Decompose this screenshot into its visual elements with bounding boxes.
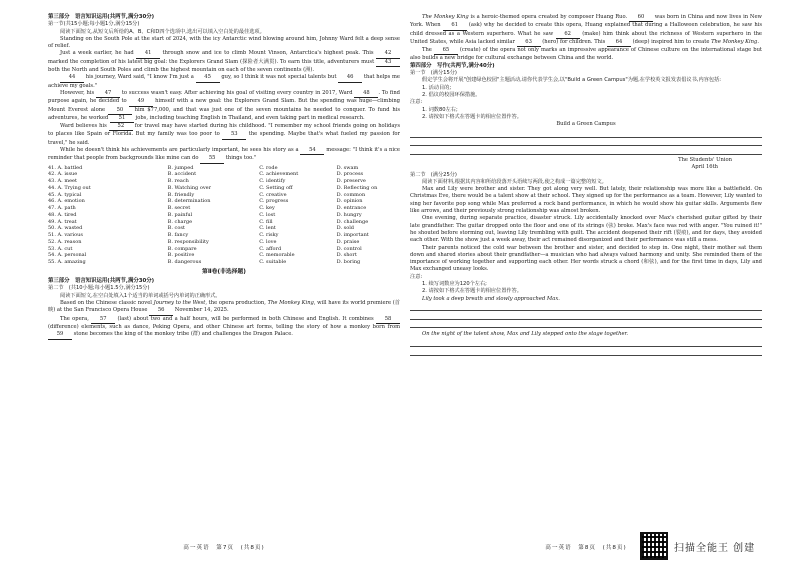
passage-paragraph <box>48 50 400 74</box>
task-point: 2. 倡议的校园环保措施。 <box>422 91 481 98</box>
passage-text: for travel may have started during his childhood. "I remember my school friends going on holidays to places like Spain or Florida. But my family was too poor to <box>48 123 401 138</box>
answer-line <box>410 320 762 329</box>
answer-line <box>410 347 762 356</box>
option-choice: C. memorable <box>259 252 295 259</box>
note-label: 注意: <box>410 273 423 280</box>
blank-46: 46 <box>338 74 362 82</box>
grammar-fill-passage <box>48 300 400 339</box>
answer-line <box>410 129 762 138</box>
passage-text: both the North and South Poles and climb the highest mountain on each of the seven continents (洲). <box>48 67 315 74</box>
option-number-a: 47. A. path <box>48 205 76 212</box>
option-choice: B. secret <box>167 205 191 212</box>
instructions: 阅读下面短文,从短文后所给的A、B、C和D四个选项中,选出可以填入空白处的最佳选项。 <box>60 28 265 35</box>
option-choice: B. accident <box>167 171 197 178</box>
option-choice: D. praise <box>336 238 360 245</box>
options-grid <box>48 165 400 266</box>
option-choice: D. sold <box>336 225 355 232</box>
passage-text: stone becomes the king of the monkey tribe (群) and challenges the Dragon Palace. <box>72 331 293 338</box>
option-choice: B. determination <box>167 198 211 205</box>
passage-text: (deep) inspired him to create <box>630 38 712 45</box>
passage-text: jobs, including teaching English in Thailand, and even taking part in medical research. <box>133 114 365 121</box>
option-number-a: 42. A. issue <box>48 171 78 178</box>
passage-text: November 14, 2025. <box>173 307 229 314</box>
scanner-label: 扫描全能王 创建 <box>674 542 756 554</box>
cloze-passage <box>48 36 400 164</box>
option-choice: D. common <box>336 191 366 198</box>
subsection-heading: 第一节 (满分15分) <box>410 70 457 77</box>
passage-text: was born in China and now lives in New York. When <box>410 14 762 29</box>
option-choice: C. lent <box>259 225 276 232</box>
note-item: 2. 请按如下格式在答题卡的相应位置作答。 <box>422 113 522 120</box>
option-number-a: 53. A. cut <box>48 245 73 252</box>
option-number-a: 52. A. reason <box>48 238 82 245</box>
option-number-a: 51. A. various <box>48 232 83 239</box>
option-choice: B. responsibility <box>167 238 209 245</box>
writing-task-2: 阅读下面材料,根据其内容和所给段落开头语续写两段,使之构成一篇完整的短文。 <box>422 178 607 185</box>
option-choice: D. short <box>336 252 357 259</box>
option-choice: C. fill <box>259 218 273 225</box>
passage-text: The opera, <box>60 315 92 322</box>
option-number-a: 41. A. battled <box>48 164 83 171</box>
passage-text: (ask) why he decided to create this opera, Huang explained that during a Halloween celebration, he saw his child dressed as a Western superhero. What he saw <box>410 22 762 37</box>
note-label: 注意: <box>410 99 423 106</box>
option-choice: B. fancy <box>167 232 189 239</box>
option-number-a: 49. A. treat <box>48 218 77 225</box>
qr-code <box>640 532 668 560</box>
signature-date: April 16th <box>691 164 718 171</box>
passage-text: to success wasn't easy. After achieving his goal of visiting every country in 2017, Ward <box>120 89 355 96</box>
passage-text: is a heroic-themed opera created by composer Huang Ruo. <box>468 14 629 20</box>
italic-title: Journey to the West <box>153 300 206 307</box>
option-choice: C. lost <box>259 211 276 218</box>
answer-line <box>410 303 762 312</box>
writing-task-1: 假定学生会将开展"创建绿色校园"主题活动,请你代表学生会,以"Build a Green Campus"为题,在学校英文报发表倡议书,内容包括: <box>422 77 721 84</box>
option-choice: B. compare <box>167 245 197 252</box>
passage-text: (hero) for children. This <box>540 38 607 45</box>
passage-text: him $77,000, and that was just one of the seven mountains he needed to conquer. To fund his adventures, he worked <box>48 106 400 121</box>
option-choice: D. Reflecting on <box>336 184 378 191</box>
option-choice: C. creative <box>259 191 287 198</box>
option-number-a: 55. A. amazing <box>48 259 86 266</box>
option-choice: B. dangerous <box>167 259 202 266</box>
option-number-a: 44. A. Trying out <box>48 184 91 191</box>
passage-paragraph <box>48 123 400 147</box>
subsection-heading: 第二节 (共10小题;每小题1.5分,满分15分) <box>48 285 150 292</box>
left-page <box>48 14 401 551</box>
note-item: 1. 词数80左右; <box>422 106 458 113</box>
blank-43: 43 <box>376 59 400 67</box>
story-paragraph: Their parents noticed the cold war between the brother and sister, and decided to step in. One night, their mother sat them down and shared stories about their grandfather—a musician who had always valued harmony and unity. She reminded them of the importance of working together and supporting each other. Her words struck a chord (和弦), and for the first time in days, Lily and Max exchanged uneasy looks. <box>410 244 762 273</box>
passage-text: Standing on the South Pole at the start of 2024, with the icy Antarctic wind blowing around him, Johnny Ward felt a deep sense of relief. <box>48 35 400 50</box>
answer-lines <box>410 129 762 155</box>
option-number-a: 46. A. emotion <box>48 198 85 205</box>
blank-60: 60 <box>629 14 653 22</box>
passage-text: himself with a new goal: the Explorers Grand Slam. But the spending was huge—climbing Mount Everest alone <box>48 98 400 113</box>
grammar-fill-passage-continued <box>410 14 762 63</box>
passage-text: (create) of the opera not only marks an impressive appearance of Chinese culture on the international stage but also builds a new bridge for cultural exchange between China and the world. <box>410 47 762 62</box>
answer-line <box>410 146 762 155</box>
passage-text: through snow and ice to climb Mount Vinson, Antarctica's highest peak. This <box>160 50 376 57</box>
option-choice: C. suitable <box>259 259 287 266</box>
option-choice: C. identify <box>259 178 286 185</box>
passage-text: things too." <box>224 155 257 162</box>
option-choice: D. swam <box>336 164 359 171</box>
option-choice: C. key <box>259 205 275 212</box>
blank-64: 64 <box>607 39 631 47</box>
continuation-prompt-2: On the night of the talent show, Max and Lily stepped onto the stage together. <box>422 331 629 338</box>
option-number-a: 54. A. personal <box>48 252 87 259</box>
option-choice: D. process <box>336 171 364 178</box>
passage-paragraph <box>410 14 762 47</box>
passage-text: Ward believes his <box>60 123 109 130</box>
option-number-a: 50. A. wasted <box>48 225 83 232</box>
passage-text: message: "I think it's a nice reminder that people from backgrounds like mine can do <box>48 147 400 162</box>
blank-58: 58 <box>376 316 400 324</box>
option-choice: B. jumped <box>167 164 194 171</box>
passage-paragraph <box>48 147 400 164</box>
option-choice: B. painful <box>167 211 193 218</box>
note-item: 2. 请按如下格式在答题卡的相应位置作答。 <box>422 288 522 295</box>
blank-47: 47 <box>96 90 120 98</box>
task-point: 1. 活动目的; <box>422 84 452 91</box>
passage-text: the spending. Maybe that's what fueled my passion for travel," he said. <box>48 131 400 146</box>
option-choice: D. preserve <box>336 178 366 185</box>
option-choice: D. important <box>336 232 369 239</box>
italic-title: The Monkey King <box>422 14 469 20</box>
page-footer: 高一英语 第7页 (共8页) <box>183 544 265 551</box>
option-choice: C. progress <box>259 198 289 205</box>
subsection-heading: 第二节 (满分25分) <box>410 171 457 178</box>
passage-text: . <box>757 38 760 45</box>
blank-45: 45 <box>196 74 220 82</box>
blank-44: 44 <box>60 74 84 82</box>
option-choice: B. friendly <box>167 191 195 198</box>
subsection-heading: 第一节(共15小题;每小题1分,满分15分) <box>48 21 140 28</box>
blank-65: 65 <box>434 47 458 55</box>
passage-text: , will have its world premiere (首映) at the San Francisco Opera House <box>48 300 400 314</box>
passage-text: While he doesn't think his achievements are particularly important, he sees his story as a <box>60 147 301 154</box>
passage-paragraph <box>410 47 762 63</box>
passage-text: Just a week earlier, he had <box>60 50 137 57</box>
option-number-a: 48. A. tired <box>48 211 77 218</box>
blank-48: 48 <box>354 90 378 98</box>
option-number-a: 45. A. typical <box>48 191 82 198</box>
option-choice: B. reach <box>167 178 189 185</box>
option-choice: D. opinion <box>336 198 363 205</box>
blank-59: 59 <box>48 331 72 339</box>
passage-text: (make) him think about the richness of Western superhero in the United States, while Asia lacked similar <box>410 30 762 45</box>
option-choice: D. entrance <box>336 205 367 212</box>
blank-61: 61 <box>443 22 467 30</box>
passage-paragraph <box>48 90 400 123</box>
passage-text: However, his <box>60 89 97 96</box>
passage-text: guy, so I think it was not special talents but <box>219 74 339 81</box>
option-choice: B. positive <box>167 252 195 259</box>
blank-51: 51 <box>110 115 134 123</box>
blank-50: 50 <box>108 107 132 115</box>
signature-org: The Students' Union <box>678 156 732 163</box>
option-choice: D. control <box>336 245 362 252</box>
passage-text: The <box>422 47 434 54</box>
scanner-watermark <box>640 532 755 560</box>
option-choice: C. risky <box>259 232 279 239</box>
option-choice: D. challenge <box>336 218 369 225</box>
passage-text: (difference) elements, such as dance, Peking Opera, and other Chinese art forms, telling the story of how a monkey born from <box>48 323 400 330</box>
passage-paragraph <box>48 300 400 316</box>
letter-title: Build a Green Campus <box>556 121 616 128</box>
story-paragraph: One evening, during separate practice, disaster struck. Lily accidentally knocked over Max's cherished guitar gifted by their late grandfather. The guitar dropped onto the floor and one of its strings (弦) broke. Max's face was red with anger. "You ruined it!" he shouted before storming out, leaving Lily trembling with guilt. The accident deepened their rift (裂痕), and for days, they avoided each other. With the show just a week away, their act remained disorganized and their performance was still a mess. <box>410 215 762 244</box>
blank-56: 56 <box>149 307 173 315</box>
italic-title: The Monkey King <box>711 38 758 45</box>
blank-49: 49 <box>129 98 153 106</box>
passage-paragraph <box>48 316 400 340</box>
section-heading: 第三部分 语言知识运用(共两节,满分30分) <box>48 278 155 285</box>
passage-text: that helps me achieve my goals." <box>48 74 400 89</box>
option-choice: D. boring <box>336 259 361 266</box>
passage-paragraph <box>48 36 400 51</box>
blank-54: 54 <box>300 147 324 155</box>
section-heading: 第三部分 语言知识运用(共两节,满分30分) <box>48 14 155 20</box>
passage-text: marked the completion of his latest big goal: the Explorers Grand Slam (探险者大满贯). To earn this title, adventurers must <box>48 58 376 65</box>
option-choice: B. charge <box>167 218 193 225</box>
passage-paragraph <box>48 74 400 90</box>
blank-55: 55 <box>200 155 224 163</box>
section-heading: 第四部分 写作(共两节,满分40分) <box>410 62 495 69</box>
blank-42: 42 <box>376 50 400 58</box>
answer-line <box>410 138 762 147</box>
italic-title: The Monkey King <box>267 300 314 307</box>
option-choice: C. rode <box>259 164 278 171</box>
story-paragraph: Max and Lily were brother and sister. They got along very well. But lately, their relationship was more like a battlefield. On Christmas Eve, there would be a talent show at their school. They signed up for the performance as a team. However, Lily wanted to sing her favorite pop song while Max preferred a rock band performance, in which he would show his guitar skills. Arguments flew like arrows, and their previously strong relationship was almost broken. <box>410 186 762 215</box>
option-number-a: 43. A. meet <box>48 178 77 185</box>
page-footer: 高一英语 第8页 (共8页) <box>545 544 627 551</box>
passage-text: . To find purpose again, he decided to <box>48 89 400 105</box>
option-choice: C. achievement <box>259 171 299 178</box>
note-item: 1. 续写词数应为120个左右; <box>422 281 487 287</box>
instructions: 阅读下面短文,在空白处填入1个适当的单词或括号内单词的正确形式。 <box>60 292 221 299</box>
option-choice: C. love <box>259 238 277 245</box>
passage-text: his journey, Ward said, "I know I'm just a <box>84 74 196 81</box>
option-choice: C. Setting off <box>259 184 293 191</box>
part-title: 第Ⅱ卷(非选择题) <box>202 268 246 275</box>
answer-line <box>410 311 762 320</box>
passage-text: , the opera production, <box>205 300 268 307</box>
blank-63: 63 <box>517 39 541 47</box>
blank-57: 57 <box>91 316 115 324</box>
blank-53: 53 <box>222 131 246 139</box>
blank-62: 62 <box>556 31 580 39</box>
option-choice: D. hungry <box>336 211 362 218</box>
continuation-prompt-1: Lily took a deep breath and slowly approached Max. <box>422 295 560 302</box>
passage-text: Based on the Chinese classic novel <box>60 300 154 307</box>
answer-line <box>410 339 762 348</box>
passage-text: (last) about two and a half hours, will be performed in both Chinese and English. It combines <box>115 315 377 322</box>
option-choice: C. afford <box>259 245 282 252</box>
blank-41: 41 <box>136 50 160 58</box>
blank-52: 52 <box>109 123 133 131</box>
option-choice: B. cost <box>167 225 185 232</box>
option-choice: B. Watching over <box>167 184 212 191</box>
